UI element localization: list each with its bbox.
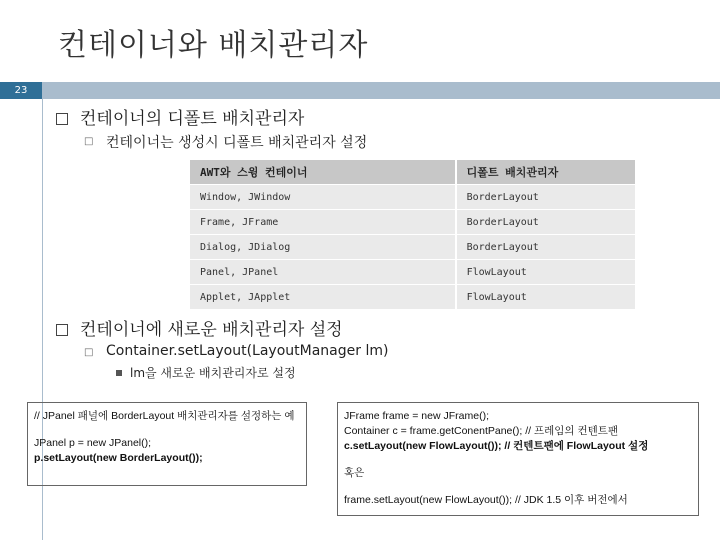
table-cell-layout: FlowLayout: [456, 285, 635, 310]
code-line: JPanel p = new JPanel();: [34, 437, 152, 449]
sub-sub-bullet-lm: lm을 새로운 배치관리자로 설정: [130, 366, 296, 380]
table-row: [190, 210, 635, 235]
code-or-text: 혹은: [344, 467, 365, 479]
table-cell-container: Frame, JFrame: [190, 210, 456, 235]
table-cell-container: Window, JWindow: [190, 185, 456, 210]
sub-bullet-icon: □: [84, 136, 94, 147]
table-row: [190, 185, 635, 210]
table-cell-layout: BorderLayout: [456, 210, 635, 235]
code-box-jpanel: [27, 402, 307, 486]
table-header-container: AWT와 스윙 컨테이너: [190, 160, 456, 185]
code-line: Container c = frame.getConentPane(); // 프레임의 컨텐트팬: [344, 425, 619, 437]
sub-bullet-icon: □: [84, 347, 94, 358]
code-line: JFrame frame = new JFrame();: [344, 410, 489, 422]
bullet-default-layout: 컨테이너의 디폴트 배치관리자: [80, 109, 305, 129]
slide-title: 컨테이너와 배치관리자: [58, 28, 369, 63]
page-number: 23: [0, 82, 42, 99]
bullet-box-icon: [56, 113, 68, 125]
sub-bullet-setlayout-signature: Container.setLayout(LayoutManager lm): [106, 343, 389, 359]
code-box-jframe: [337, 402, 699, 516]
header-band: [0, 82, 720, 99]
square-bullet-icon: [116, 370, 122, 376]
table-header-row: [190, 160, 635, 185]
table-row: [190, 285, 635, 310]
table-cell-container: Dialog, JDialog: [190, 235, 456, 260]
bullet-box-icon: [56, 324, 68, 336]
table-row: [190, 235, 635, 260]
code-comment: // JPanel 패널에 BorderLayout 배치관리자를 설정하는 예: [34, 410, 295, 422]
bullet-set-layout: 컨테이너에 새로운 배치관리자 설정: [80, 320, 343, 340]
code-line-bold: p.setLayout(new BorderLayout());: [34, 452, 203, 464]
code-line-bold: c.setLayout(new FlowLayout()); // 컨텐트팬에 FlowLayout 설정: [344, 440, 649, 452]
sub-bullet-default-layout: 컨테이너는 생성시 디폴트 배치관리자 설정: [106, 135, 368, 151]
table-cell-container: Applet, JApplet: [190, 285, 456, 310]
table-cell-container: Panel, JPanel: [190, 260, 456, 285]
table-cell-layout: BorderLayout: [456, 185, 635, 210]
default-layout-table: [190, 160, 635, 309]
table-cell-layout: BorderLayout: [456, 235, 635, 260]
table-row: [190, 260, 635, 285]
table-header-layout: 디폴트 배치관리자: [456, 160, 635, 185]
table-cell-layout: FlowLayout: [456, 260, 635, 285]
code-line: frame.setLayout(new FlowLayout()); // JDK 1.5 이후 버전에서: [344, 494, 628, 506]
